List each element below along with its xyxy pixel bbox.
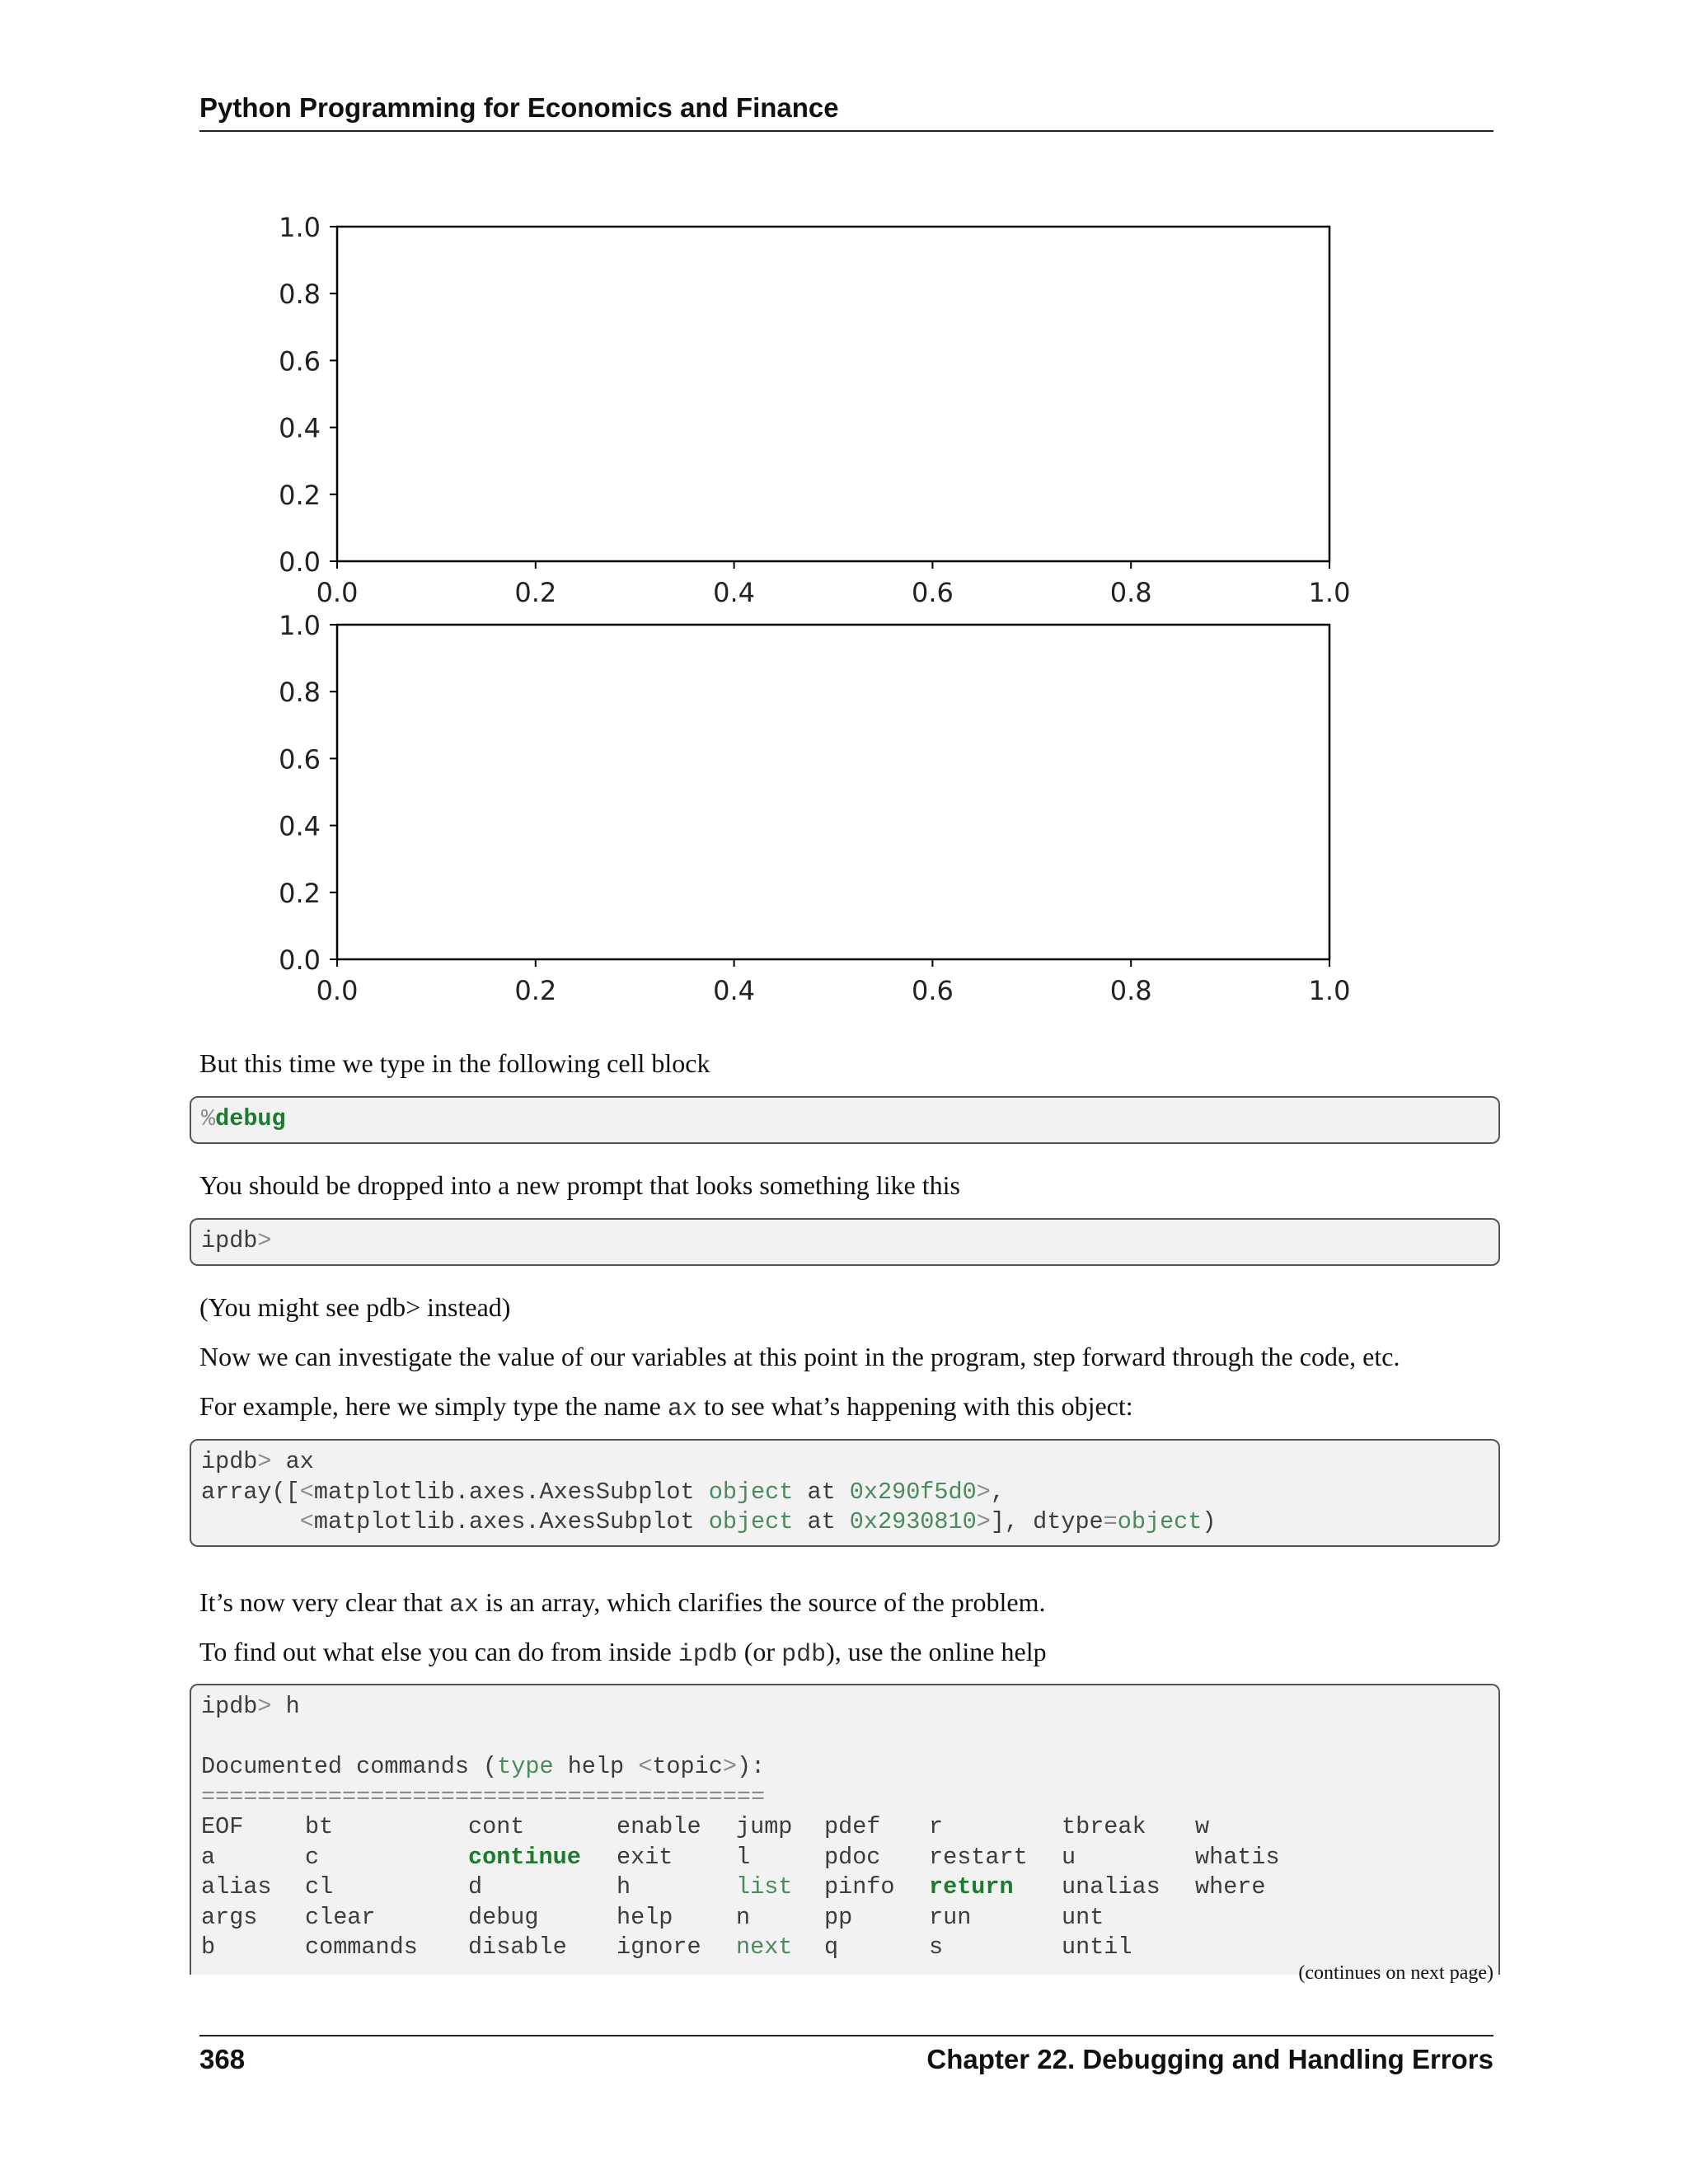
prompt-gt: > [257, 1227, 272, 1254]
command-until: until [1062, 1933, 1132, 1961]
prompt-gt: > [257, 1693, 272, 1720]
code-token: matplotlib.axes.AxesSubplot [313, 1478, 709, 1506]
header-rule [199, 130, 1493, 132]
axes-frame [337, 227, 1329, 561]
command-unt: unt [1062, 1903, 1104, 1931]
y-tick-label: 0.2 [279, 877, 321, 909]
command-alias: alias [201, 1873, 272, 1900]
code-token: at [793, 1478, 850, 1506]
command-l: l [736, 1843, 751, 1871]
command-debug: debug [468, 1903, 539, 1931]
command-r: r [929, 1813, 944, 1840]
x-tick-label: 0.8 [1109, 975, 1152, 1006]
y-tick-label: 0.6 [279, 345, 321, 377]
command-tbreak: tbreak [1062, 1813, 1146, 1840]
text-segment: For example, here we simply type the name [199, 1391, 668, 1421]
code-token: ], dtype [990, 1508, 1104, 1535]
text-segment: ), use the online help [826, 1637, 1047, 1666]
command-table [201, 1812, 1489, 1963]
continues-note: (continues on next page) [1298, 1962, 1493, 1984]
y-tick-label: 0.8 [279, 677, 321, 709]
text-segment: to see what’s happening with this object: [696, 1391, 1133, 1421]
command-pdoc: pdoc [824, 1843, 881, 1871]
text-segment: is an array, which clarifies the source of the problem. [479, 1587, 1046, 1617]
code-line [201, 1448, 314, 1475]
command-cl: cl [305, 1873, 334, 1900]
paragraph-example-ax [199, 1390, 1133, 1426]
subplot-top [279, 212, 1350, 608]
command-exit: exit [617, 1843, 673, 1871]
footer-rule [199, 2035, 1493, 2036]
code-line [201, 1479, 1005, 1506]
command-n: n [736, 1903, 751, 1931]
y-tick-label: 0.6 [279, 743, 321, 776]
subplot-bottom [279, 610, 1350, 1006]
prompt-gt: > [257, 1448, 272, 1475]
typed-command: h [271, 1693, 300, 1720]
paragraph-online-help [199, 1635, 1047, 1671]
command-run: run [929, 1903, 972, 1931]
axes-frame [337, 625, 1329, 959]
x-tick-label: 0.0 [316, 577, 359, 608]
paragraph-ax-is-array [199, 1586, 1045, 1622]
command-list: list [736, 1873, 793, 1900]
prompt-text: ipdb [201, 1693, 258, 1720]
debug-magic-keyword: debug [215, 1105, 286, 1132]
command-unalias: unalias [1062, 1873, 1160, 1900]
x-tick-label: 0.8 [1109, 577, 1152, 608]
y-tick-label: 1.0 [279, 610, 321, 641]
code-token: > [976, 1508, 991, 1535]
command-bt: bt [305, 1813, 334, 1840]
x-tick-label: 0.0 [316, 975, 359, 1006]
y-tick-label: 0.0 [279, 546, 321, 578]
code-token: , [990, 1478, 1005, 1506]
inline-code-pdb: pdb [781, 1641, 827, 1669]
inline-code-ax: ax [449, 1591, 480, 1619]
code-token: > [976, 1478, 991, 1506]
x-tick-label: 1.0 [1308, 975, 1351, 1006]
command-EOF: EOF [201, 1813, 244, 1840]
typed-command: ax [271, 1448, 314, 1475]
command-args: args [201, 1903, 258, 1931]
y-tick-label: 0.8 [279, 279, 321, 311]
code-token: ): [736, 1753, 766, 1780]
x-tick-label: 0.2 [514, 577, 557, 608]
command-help: help [617, 1903, 673, 1931]
command-d: d [468, 1873, 483, 1900]
code-token: matplotlib.axes.AxesSubplot [313, 1508, 709, 1535]
code-token: at [793, 1508, 850, 1535]
command-c: c [305, 1843, 320, 1871]
y-tick-label: 0.4 [279, 412, 321, 444]
command-empty [1195, 1933, 1294, 1963]
command-continue: continue [468, 1843, 581, 1871]
command-commands: commands [305, 1933, 418, 1961]
command-jump: jump [736, 1813, 793, 1840]
x-tick-label: 1.0 [1308, 577, 1351, 608]
text-segment: To find out what else you can do from inside [199, 1637, 678, 1666]
code-token: topic [652, 1753, 723, 1780]
y-tick-label: 0.2 [279, 479, 321, 511]
code-token: object [708, 1508, 794, 1535]
code-token: < [638, 1753, 653, 1780]
command-pdef: pdef [824, 1813, 881, 1840]
command-return: return [929, 1873, 1014, 1900]
code-rule-line: ======================================== [201, 1783, 766, 1811]
code-line [201, 1753, 765, 1780]
command-ignore: ignore [617, 1933, 701, 1961]
page-number: 368 [199, 2044, 246, 2074]
command-cont: cont [468, 1813, 525, 1840]
command-disable: disable [468, 1933, 567, 1961]
command-s: s [929, 1933, 944, 1961]
command-clear: clear [305, 1903, 376, 1931]
x-tick-label: 0.2 [514, 975, 557, 1006]
text-segment: (or [737, 1637, 782, 1666]
command-empty [1195, 1903, 1294, 1933]
code-token: = [1103, 1508, 1118, 1535]
inline-code-ipdb: ipdb [678, 1641, 738, 1669]
command-b: b [201, 1933, 216, 1961]
code-block-ax-output [190, 1439, 1500, 1547]
prompt-text: ipdb [201, 1448, 258, 1475]
code-block-ipdb-prompt [190, 1218, 1500, 1266]
paragraph-new-prompt: You should be dropped into a new prompt that looks something like this [199, 1170, 960, 1200]
x-tick-label: 0.4 [713, 577, 756, 608]
command-restart: restart [929, 1843, 1028, 1871]
code-indent [201, 1508, 300, 1535]
percent-sign: % [201, 1105, 216, 1132]
command-pinfo: pinfo [824, 1873, 895, 1900]
text-segment: It’s now very clear that [199, 1587, 449, 1617]
code-token: < [299, 1508, 314, 1535]
y-tick-label: 1.0 [279, 212, 321, 243]
command-u: u [1062, 1843, 1076, 1871]
command-next: next [736, 1933, 793, 1961]
code-token: < [299, 1478, 314, 1506]
code-token: 0x2930810 [849, 1508, 977, 1535]
inline-code-ax: ax [667, 1395, 697, 1423]
y-tick-label: 0.0 [279, 944, 321, 976]
command-w: w [1195, 1813, 1210, 1840]
code-token: object [1117, 1508, 1203, 1535]
chapter-title: Chapter 22. Debugging and Handling Errors [926, 2044, 1493, 2074]
x-tick-label: 0.4 [713, 975, 756, 1006]
code-token: > [722, 1753, 737, 1780]
code-token: 0x290f5d0 [849, 1478, 977, 1506]
y-tick-label: 0.4 [279, 810, 321, 842]
code-token: help [553, 1753, 639, 1780]
code-block-debug-magic [190, 1096, 1500, 1144]
paragraph-pdb-note: (You might see pdb> instead) [199, 1292, 511, 1322]
code-line [201, 1693, 300, 1720]
code-block-ipdb-help [190, 1684, 1500, 1975]
x-tick-label: 0.6 [911, 975, 954, 1006]
empty-subplots-figure [264, 210, 1368, 1018]
paragraph-investigate: Now we can investigate the value of our variables at this point in the program, step forward through the code, etc. [199, 1342, 1400, 1371]
paragraph-cell-block: But this time we type in the following cell block [199, 1048, 710, 1078]
code-line [201, 1508, 1217, 1535]
command-h: h [617, 1873, 631, 1900]
command-a: a [201, 1843, 216, 1871]
command-enable: enable [617, 1813, 701, 1840]
command-where: where [1195, 1873, 1266, 1900]
prompt-text: ipdb [201, 1227, 258, 1254]
command-pp: pp [824, 1903, 853, 1931]
running-header-title: Python Programming for Economics and Finance [199, 92, 839, 123]
code-token: object [708, 1478, 794, 1506]
command-whatis: whatis [1195, 1843, 1280, 1871]
x-tick-label: 0.6 [911, 577, 954, 608]
code-token: Documented commands ( [201, 1753, 498, 1780]
code-token: ) [1202, 1508, 1217, 1535]
code-token: array([ [201, 1478, 300, 1506]
code-token: type [497, 1753, 554, 1780]
command-q: q [824, 1933, 839, 1961]
